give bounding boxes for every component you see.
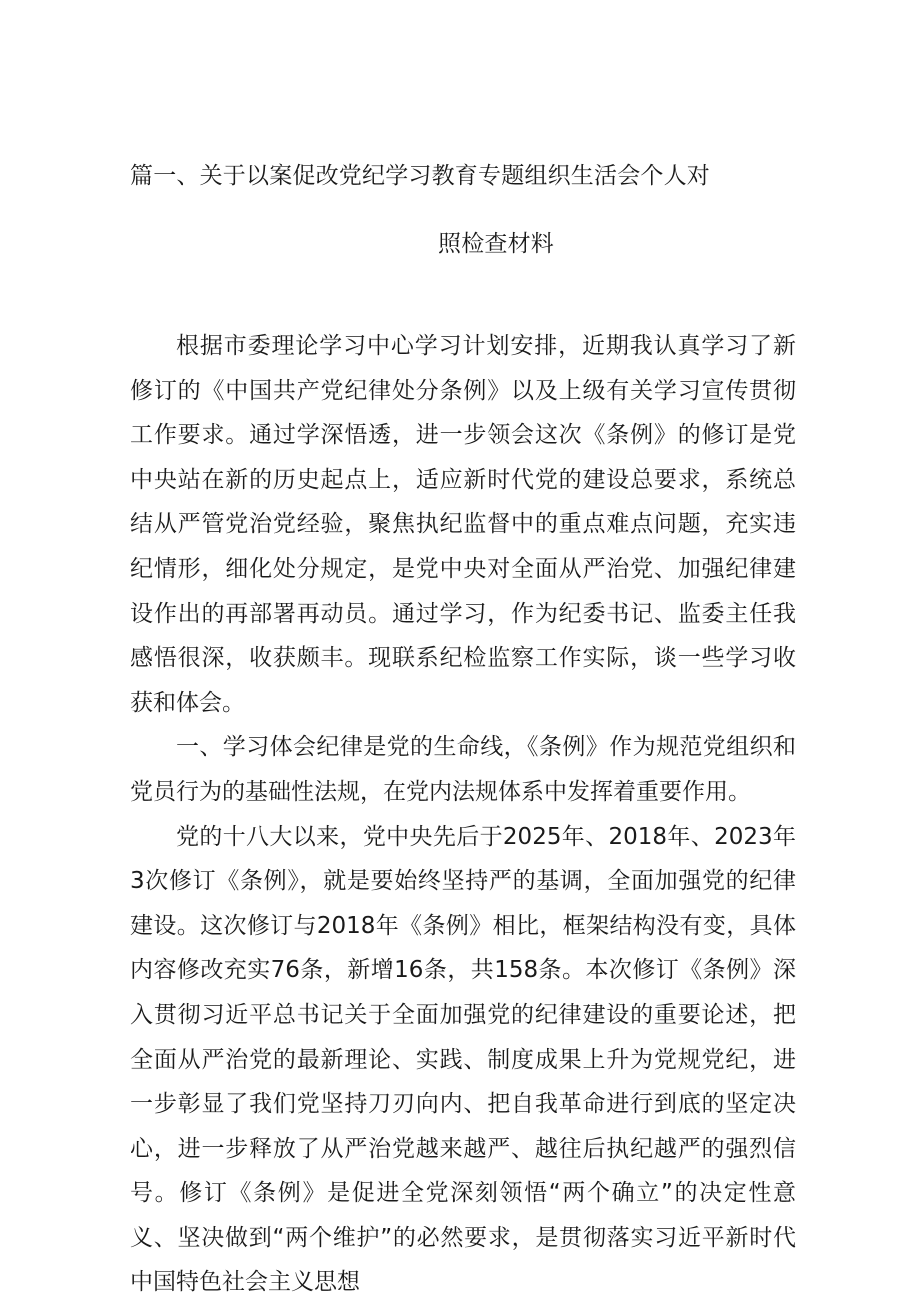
document-title-line-2: 照检查材料 xyxy=(438,231,554,257)
document-body xyxy=(130,324,796,1305)
paragraph-intro: 根据市委理论学习中心学习计划安排，近期我认真学习了新修订的《中国共产党纪律处分条例》以及上级有关学习宣传贯彻工作要求。通过学深悟透，进一步领会这次《条例》的修订是党中央站在新的历史起点上，适应新时代党的建设总要求，系统总结从严管党治党经验，聚焦执纪监督中的重点难点问题，充实违纪情形，细化处分规定，是党中央对全面从严治党、加强纪律建设作出的再部署再动员。通过学习，作为纪委书记、监委主任我感悟很深，收获颇丰。现联系纪检监察工作实际，谈一些学习收获和体会。 xyxy=(130,333,796,716)
document-title-line-1: 篇一、关于以案促改党纪学习教育专题组织生活会个人对 xyxy=(130,163,710,189)
paragraph-section-one: 一、学习体会纪律是党的生命线，《条例》作为规范党组织和党员行为的基础性法规，在党内法规体系中发挥着重要作用。 xyxy=(130,734,796,805)
paragraph-revision-history: 党的十八大以来，党中央先后于2025年、2018年、2023年3次修订《条例》，就是要始终坚持严的基调，全面加强党的纪律建设。这次修订与2018年《条例》相比，框架结构没有变，具体内容修改充实76条，新增16条，共158条。本次修订《条例》深入贯彻习近平总书记关于全面加强党的纪律建设的重要论述，把全面从严治党的最新理论、实践、制度成果上升为党规党纪，进一步彰显了我们党坚持刀刃向内、把自我革命进行到底的坚定决心，进一步释放了从严治党越来越严、越往后执纪越严的强烈信号。修订《条例》是促进全党深刻领悟“两个确立”的决定性意义、坚决做到“两个维护”的必然要求，是贯彻落实习近平新时代中国特色社会主义思想 xyxy=(130,823,796,1296)
